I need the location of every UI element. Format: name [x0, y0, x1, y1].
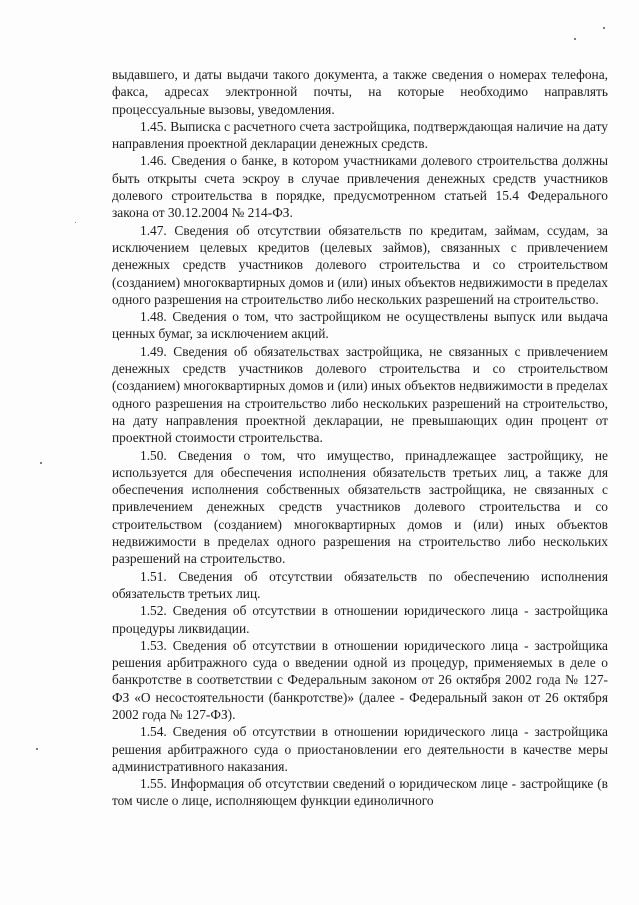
paragraph-1-47: 1.47. Сведения об отсутствии обязательств по кредитам, займам, ссудам, за исключением целевых кредитов (целевых займов), связанных с привлечением денежных средств участников долевого строительства и со строительством (созданием) многоквартирных домов и (или) иных объектов недвижимости в пределах одного разрешения на строительство либо нескольких разрешений на строительство.: [112, 222, 608, 307]
paragraph-1-46: 1.46. Сведения о банке, в котором участниками долевого строительства должны быть открыты счета эскроу в случае привлечения денежных средств участников долевого строительства в порядке, предусмотренном статьей 15.4 Федерального закона от 30.12.2004 № 214-ФЗ.: [112, 153, 608, 221]
paragraph-continuation: выдавшего, и даты выдачи такого документа, а также сведения о номерах телефона, факса, адресах электронной почты, на которые необходимо направлять процессуальные вызовы, уведомления.: [112, 67, 608, 117]
paragraph-1-54: 1.54. Сведения об отсутствии в отношении юридического лица - застройщика решения арбитражного суда о приостановлении его деятельности в качестве меры административного наказания.: [112, 724, 608, 774]
paragraph-1-50: 1.50. Сведения о том, что имущество, принадлежащее застройщику, не используется для обеспечения исполнения обязательств третьих лиц, а также для обеспечения исполнения собственных обязательств застройщика, не связанных с привлечением денежных средств участников долевого строительства и со строительством (созданием) многоквартирных домов и (или) иных объектов недвижимости в пределах одного разрешения на строительство либо нескольких разрешений на строительство.: [112, 447, 608, 567]
paragraph-1-53: 1.53. Сведения об отсутствии в отношении юридического лица - застройщика решения арбитражного суда о введении одной из процедур, применяемых в деле о банкротстве в соответствии с Федеральным законом от 26 октября 2002 года № 127-ФЗ «О несостоятельности (банкротстве)» (далее - Федеральный закон от 26 октября 2002 года № 127-ФЗ).: [112, 637, 608, 722]
scan-speck: [36, 748, 38, 750]
paragraph-1-48: 1.48. Сведения о том, что застройщиком не осуществлены выпуск или выдача ценных бумаг, за исключением акций.: [112, 309, 608, 342]
scan-speck: [603, 27, 605, 29]
paragraph-1-52: 1.52. Сведения об отсутствии в отношении юридического лица - застройщика процедуры ликвидации.: [112, 603, 608, 636]
scan-speck: [75, 222, 76, 223]
paragraph-1-45: 1.45. Выписка с расчетного счета застройщика, подтверждающая наличие на дату направления проектной декларации денежных средств.: [112, 118, 608, 152]
paragraph-1-49: 1.49. Сведения об обязательствах застройщика, не связанных с привлечением денежных средств участников долевого строительства и со строительством (созданием) многоквартирных домов и (или) иных объектов недвижимости в пределах одного разрешения на строительство либо нескольких разрешений на строительство, на дату направления проектной декларации, не превышающих один процент от проектной стоимости строительства.: [112, 343, 608, 446]
paragraph-1-51: 1.51. Сведения об отсутствии обязательств по обеспечению исполнения обязательств третьих лиц.: [112, 568, 608, 601]
document-body: [112, 66, 608, 810]
paragraph-1-55: 1.55. Информация об отсутствии сведений о юридическом лице - застройщике (в том числе о лице, исполняющем функции единоличного: [112, 776, 608, 809]
scan-speck: [574, 38, 576, 40]
scan-speck: [40, 462, 42, 464]
